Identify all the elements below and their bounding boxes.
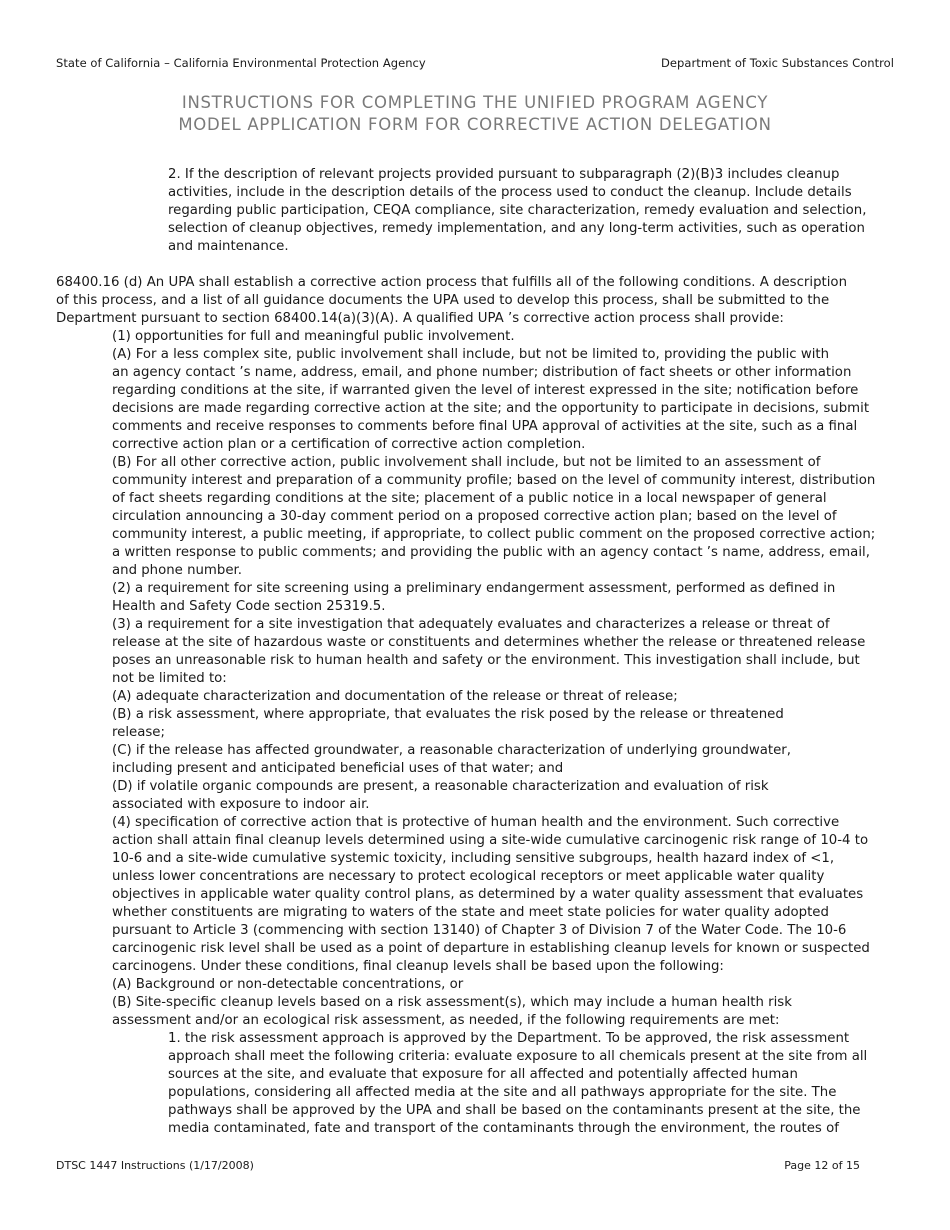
- text-line: (B) For all other corrective action, public involvement shall include, but not be limited to an assessment of: [112, 455, 821, 470]
- text-line: of this process, and a list of all guidance documents the UPA used to develop this process, shall be submitted to the: [56, 293, 830, 308]
- text-line: circulation announcing a 30-day comment period on a proposed corrective action plan; based on the level of: [112, 509, 837, 524]
- text-line: (C) if the release has affected groundwater, a reasonable characterization of underlying groundwater,: [112, 743, 791, 758]
- text-line: (2) a requirement for site screening using a preliminary endangerment assessment, performed as defined in: [112, 581, 836, 596]
- text-line: corrective action plan or a certification of corrective action completion.: [112, 437, 586, 452]
- text-line: release at the site of hazardous waste or constituents and determines whether the release or threatened release: [112, 635, 866, 650]
- title-line-1: INSTRUCTIONS FOR COMPLETING THE UNIFIED PROGRAM AGENCY: [181, 93, 769, 112]
- form-identifier: DTSC 1447 Instructions (1/17/2008): [56, 1159, 254, 1172]
- text-line: 68400.16 (d) An UPA shall establish a corrective action process that fulfills all of the following conditions. A description: [56, 275, 847, 290]
- text-line: associated with exposure to indoor air.: [112, 797, 370, 812]
- text-line: populations, considering all affected media at the site and all pathways appropriate for the site. The: [168, 1085, 837, 1100]
- requirement-1-block: [56, 1030, 896, 1138]
- document-title: [0, 92, 950, 136]
- text-line: whether constituents are migrating to waters of the state and meet state policies for water quality adopted: [112, 905, 829, 920]
- text-line: (D) if volatile organic compounds are present, a reasonable characterization and evaluation of risk: [112, 779, 769, 794]
- text-line: pathways shall be approved by the UPA and shall be based on the contaminants present at the site, the: [168, 1103, 861, 1118]
- page-footer: [56, 1159, 860, 1175]
- text-line: (B) a risk assessment, where appropriate, that evaluates the risk posed by the release or threatened: [112, 707, 784, 722]
- text-line: poses an unreasonable risk to human health and safety or the environment. This investigation shall include, but: [112, 653, 860, 668]
- text-line: regarding conditions at the site, if warranted given the level of interest expressed in the site; notification before: [112, 383, 859, 398]
- conditions-block: [56, 328, 896, 1030]
- text-line: of fact sheets regarding conditions at the site; placement of a public notice in a local newspaper of general: [112, 491, 827, 506]
- text-line: regarding public participation, CEQA compliance, site characterization, remedy evaluation and selection,: [168, 203, 867, 218]
- text-line: carcinogenic risk level shall be used as a point of departure in establishing cleanup levels for known or suspected: [112, 941, 870, 956]
- text-line: approach shall meet the following criteria: evaluate exposure to all chemicals present at the site from all: [168, 1049, 868, 1064]
- text-line: a written response to public comments; and providing the public with an agency contact ’s name, address, email,: [112, 545, 870, 560]
- text-line: media contaminated, fate and transport of the contaminants through the environment, the routes of: [168, 1121, 839, 1136]
- document-body: [56, 166, 896, 1138]
- text-line: not be limited to:: [112, 671, 227, 686]
- page-number: Page 12 of 15: [784, 1159, 860, 1172]
- text-line: activities, include in the description details of the process used to conduct the cleanup. Include details: [168, 185, 852, 200]
- text-line: 10-6 and a site-wide cumulative systemic toxicity, including sensitive subgroups, health hazard index of <1,: [112, 851, 835, 866]
- text-line: comments and receive responses to comments before final UPA approval of activities at the site, such as a final: [112, 419, 858, 434]
- text-line: including present and anticipated beneficial uses of that water; and: [112, 761, 564, 776]
- text-line: release;: [112, 725, 165, 740]
- text-line: Department pursuant to section 68400.14(a)(3)(A). A qualified UPA ’s corrective action process shall provide:: [56, 311, 784, 326]
- text-line: (B) Site-specific cleanup levels based on a risk assessment(s), which may include a human health risk: [112, 995, 792, 1010]
- section-68400-16-d: [56, 274, 896, 328]
- text-line: and maintenance.: [168, 239, 289, 254]
- text-line: action shall attain final cleanup levels determined using a site-wide cumulative carcinogenic risk range of 10-4 to: [112, 833, 869, 848]
- text-line: (3) a requirement for a site investigation that adequately evaluates and characterizes a release or threat of: [112, 617, 830, 632]
- text-line: 2. If the description of relevant projects provided pursuant to subparagraph (2)(B)3 includes cleanup: [168, 167, 840, 182]
- text-line: sources at the site, and evaluate that exposure for all affected and potentially affected human: [168, 1067, 798, 1082]
- title-line-2: MODEL APPLICATION FORM FOR CORRECTIVE ACTION DELEGATION: [178, 115, 772, 134]
- item-2-block: [56, 166, 896, 256]
- text-line: carcinogens. Under these conditions, final cleanup levels shall be based upon the following:: [112, 959, 724, 974]
- text-line: (A) For a less complex site, public involvement shall include, but not be limited to, providing the public with: [112, 347, 830, 362]
- header-agency: State of California – California Environmental Protection Agency: [56, 56, 426, 70]
- text-line: (A) adequate characterization and documentation of the release or threat of release;: [112, 689, 678, 704]
- text-line: community interest and preparation of a community profile; based on the level of community interest, distribution: [112, 473, 876, 488]
- text-line: decisions are made regarding corrective action at the site; and the opportunity to participate in decisions, submit: [112, 401, 870, 416]
- text-line: Health and Safety Code section 25319.5.: [112, 599, 386, 614]
- header-department: Department of Toxic Substances Control: [661, 56, 894, 70]
- text-line: (4) specification of corrective action that is protective of human health and the environment. Such corrective: [112, 815, 840, 830]
- text-line: 1. the risk assessment approach is approved by the Department. To be approved, the risk assessment: [168, 1031, 850, 1046]
- page-header: [56, 56, 894, 72]
- text-line: (A) Background or non-detectable concentrations, or: [112, 977, 464, 992]
- text-line: (1) opportunities for full and meaningful public involvement.: [112, 329, 515, 344]
- text-line: an agency contact ’s name, address, email, and phone number; distribution of fact sheets or other information: [112, 365, 852, 380]
- text-line: and phone number.: [112, 563, 242, 578]
- text-line: community interest, a public meeting, if appropriate, to collect public comment on the proposed corrective action;: [112, 527, 876, 542]
- text-line: unless lower concentrations are necessary to protect ecological receptors or meet applicable water quality: [112, 869, 825, 884]
- paragraph-gap: [56, 256, 896, 274]
- text-line: objectives in applicable water quality control plans, as determined by a water quality assessment that evaluates: [112, 887, 864, 902]
- text-line: pursuant to Article 3 (commencing with section 13140) of Chapter 3 of Division 7 of the Water Code. The 10-6: [112, 923, 847, 938]
- text-line: assessment and/or an ecological risk assessment, as needed, if the following requirements are met:: [112, 1013, 780, 1028]
- text-line: selection of cleanup objectives, remedy implementation, and any long-term activities, such as operation: [168, 221, 865, 236]
